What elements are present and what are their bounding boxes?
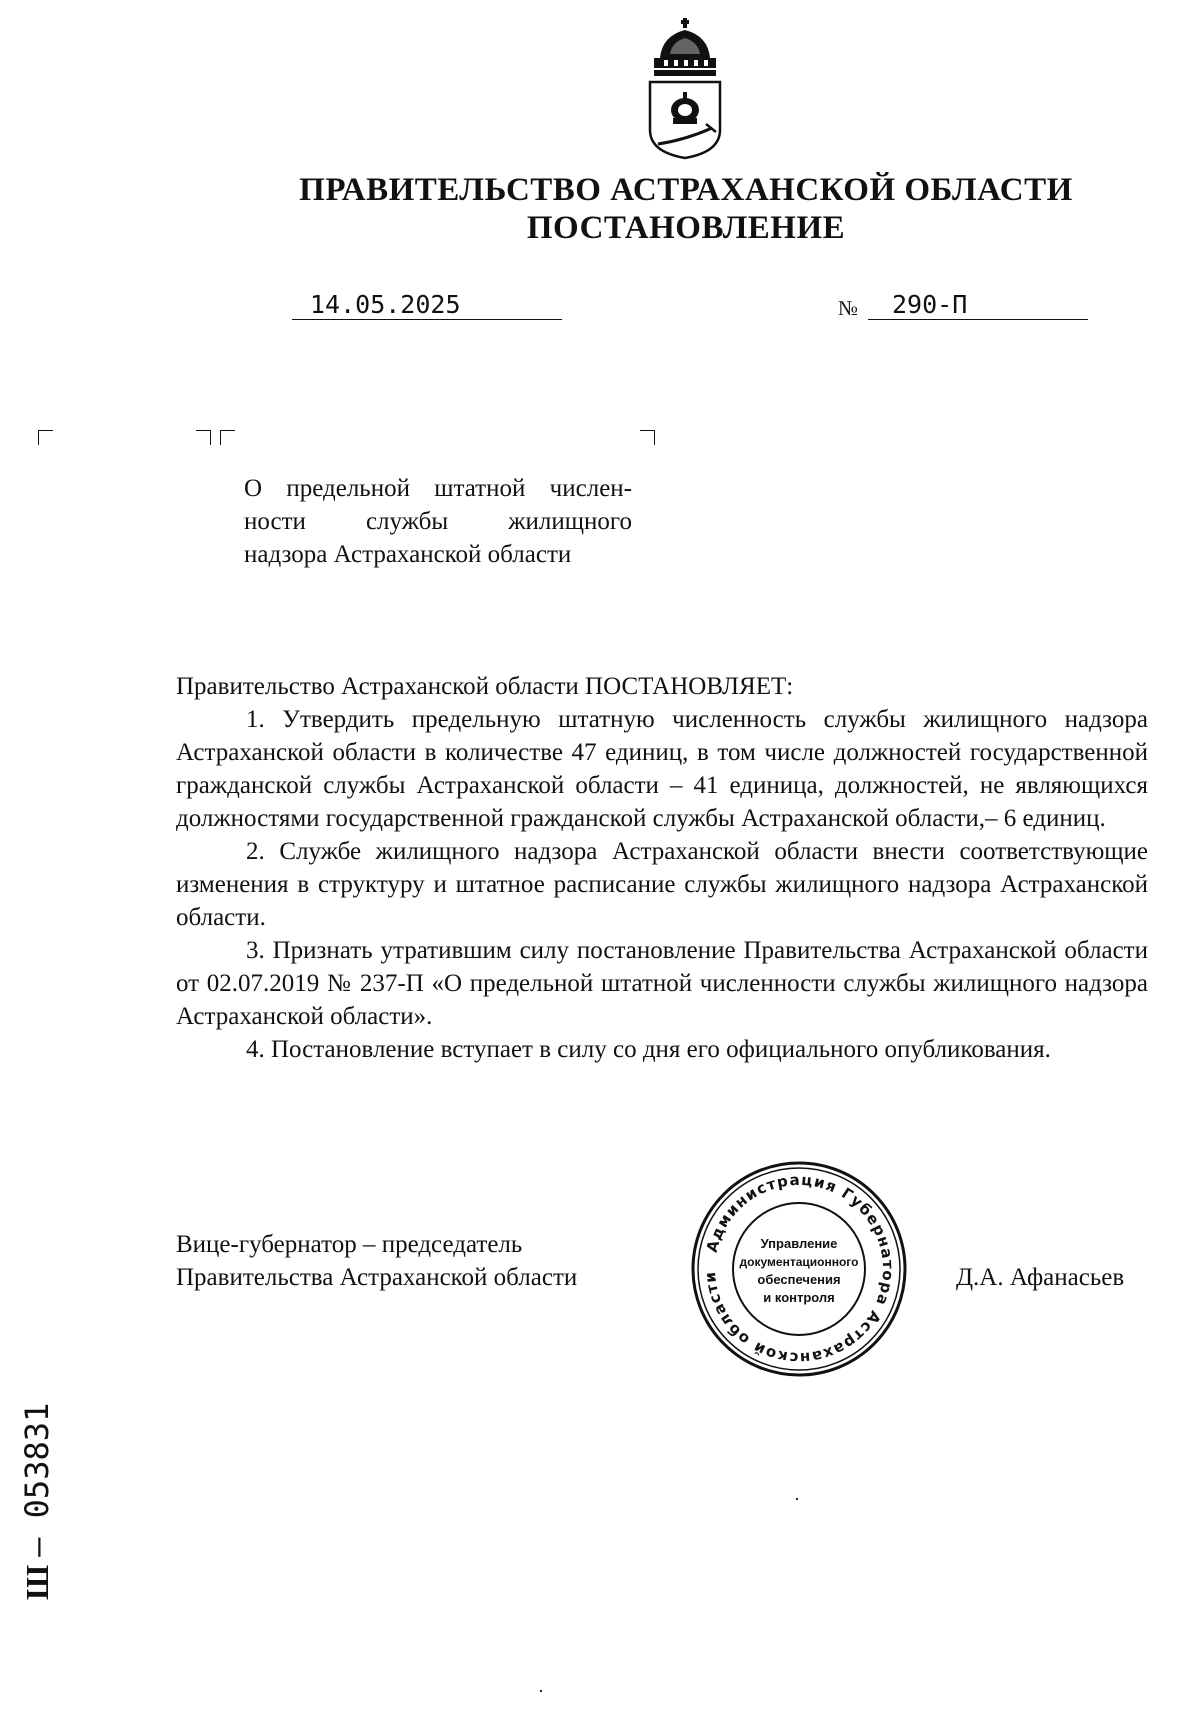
resolution-paragraph-2: 2. Службе жилищного надзора Астраханской области внести соответствующие изменения в структуру и штатное расписание службы жилищного надзора Астраханской области.: [176, 838, 1148, 931]
number-sign: №: [838, 296, 859, 320]
subject-line: О предельной штатной числен-: [244, 475, 632, 502]
document-type-title: ПОСТАНОВЛЕНИЕ: [526, 210, 846, 246]
coat-of-arms-emblem: [640, 18, 730, 160]
seal-center-line: обеспечения: [757, 1272, 841, 1287]
signatory-name: Д.А. Афанасьев: [956, 1264, 1125, 1291]
number-underline: [868, 318, 1088, 320]
resolution-lead: Правительство Астраханской области ПОСТАНОВЛЯЕТ:: [176, 673, 794, 700]
corner-mark-right: [640, 430, 655, 445]
seal-center-line: документационного: [739, 1255, 859, 1269]
seal-ring-text: Администрация Губернатора Астраханской области: [700, 1170, 898, 1368]
seal-center-line: Управление: [760, 1236, 838, 1251]
resolution-paragraph-1: 1. Утвердить предельную штатную численность службы жилищного надзора Астраханской области в количестве 47 единиц, в том числе должностей государственной гражданской службы Астраханской области – 41 единица, должностей, не являющихся должностями государственной гражданской службы Астраханской области,– 6 единиц.: [176, 706, 1148, 832]
signatory-position-line: Вице-губернатор – председатель: [176, 1231, 523, 1258]
svg-text:Администрация Губернатора Астр: [701, 1171, 897, 1367]
subject-line: ности службы жилищного: [244, 508, 632, 535]
date-underline: [292, 318, 562, 320]
resolution-paragraph-4: 4. Постановление вступает в силу со дня его официального опубликования.: [246, 1036, 1051, 1063]
document-date: 14.05.2025: [310, 290, 461, 319]
seal-center-line: и контроля: [763, 1290, 835, 1305]
signatory-position-line: Правительства Астраханской области: [176, 1264, 578, 1291]
corner-mark-inner-left: [220, 430, 235, 445]
serial-number: – 053831: [18, 1402, 56, 1557]
document-body: [176, 670, 1148, 1066]
form-serial-number: [18, 1403, 56, 1600]
official-seal: [690, 1160, 908, 1378]
document-number: 290-П: [892, 290, 968, 319]
scan-speck: [796, 1498, 798, 1500]
scan-speck: [540, 1690, 542, 1692]
signatory-position: [176, 1228, 577, 1294]
document-subject: [244, 472, 632, 571]
corner-mark-inner-right: [196, 430, 211, 445]
subject-line: надзора Астраханской области: [244, 541, 572, 568]
government-title: ПРАВИТЕЛЬСТВО АСТРАХАНСКОЙ ОБЛАСТИ: [299, 172, 1073, 208]
serial-prefix: Ш: [19, 1564, 55, 1600]
corner-mark-left: [38, 430, 53, 445]
resolution-paragraph-3: 3. Признать утратившим силу постановление Правительства Астраханской области от 02.07.2019 № 237-П «О предельной штатной численности службы жилищного надзора Астраханской области».: [176, 937, 1148, 1030]
